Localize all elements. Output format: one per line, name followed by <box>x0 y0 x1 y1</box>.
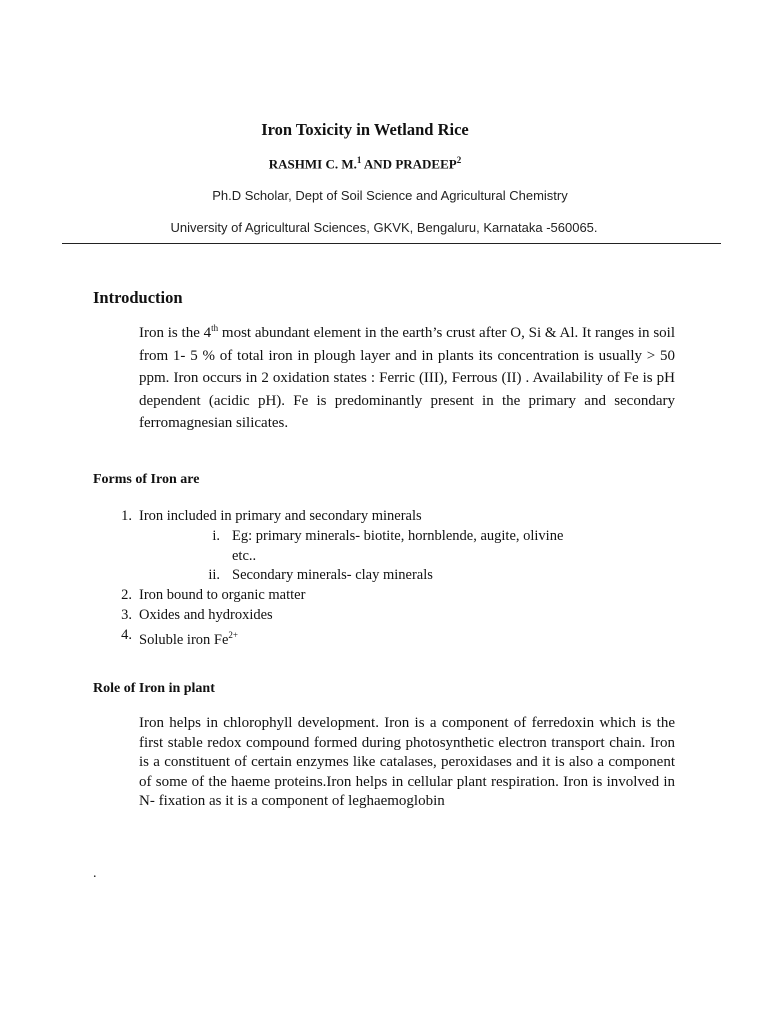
author-1: RASHMI C. M. <box>268 156 357 172</box>
forms-heading: Forms of Iron are <box>93 472 200 487</box>
introduction-heading: Introduction <box>93 288 183 307</box>
intro-text-start: Iron is the 4 <box>139 325 212 341</box>
header-divider <box>62 243 721 244</box>
affiliation-line-1: Ph.D Scholar, Dept of Soil Science and Agricultural Chemistry <box>212 188 568 203</box>
introduction-paragraph <box>139 322 675 435</box>
intro-text-rest: most abundant element in the earth’s crust after O, Si & Al. It ranges in soil from 1- 5 % of total iron in plough layer and in plants its concentration is usually > 50 ppm. Iron occurs in 2 oxidation states : Ferric (III), Ferrous (II) . Availability of Fe is pH dependent (acidic pH). Fe is predominantly present in the primary and secondary ferromagnesian silicates. <box>139 325 675 431</box>
author-1-affiliation-mark: 1 <box>356 155 362 165</box>
author-2: AND PRADEEP <box>361 156 457 172</box>
authors-line <box>0 155 730 172</box>
trailing-period: . <box>93 866 97 881</box>
role-heading: Role of Iron in plant <box>93 681 215 696</box>
intro-ordinal-suffix: th <box>211 323 219 333</box>
document-title: Iron Toxicity in Wetland Rice <box>261 120 469 139</box>
role-paragraph: Iron helps in chlorophyll development. Iron is a component of ferredoxin which is the first stable redox compound formed during photosynthetic electron transport chain. Iron is a constituent of certain enzymes like catalases, peroxidases and it is also a component of some of the haeme proteins.Iron helps in cellular plant respiration. Iron is involved in N- fixation as it is a component of leghaemoglobin <box>139 715 675 809</box>
ion-charge: 2+ <box>228 630 238 640</box>
document-page: Iron Toxicity in Wetland Rice RASHMI C. M.$^1$ AND PRADEEP$^2$ Ph.D Scholar, Dept of Soil Science and Agricultural Chemistry University of Agricultural Sciences, GKVK, Bengaluru, Karnataka -560065. Introduction Iron is the 4th most abundant element in the earth’s crust after O, Si & Al. It ranges in soil from 1- 5 % of total iron in plough layer and in plants its concentration is usually > 50 ppm. Iron occurs in 2 oxidation states : Ferric (III), Ferrous (II) . Availability of Fe is pH dependent (acidic pH). Fe is predominantly present in the primary and secondary ferromagnesian silicates. Forms of Iron are 1. Iron included in primary and secondary minerals i. Eg: primary minerals- biotite, hornblende, augite, olivine etc.. ii. Secondary minerals- clay minerals 2. Iron bound to organic matter 3. Oxides and hydroxides 4. Soluble iron $Fe^{2+}$ Role of Iron in plant Iron helps in chlorophyll development. Iron is a component of ferredoxin which is the first stable redox compound formed during photosynthetic electron transport chain. Iron is a constituent of certain enzymes like catalases, peroxidases and it is also a component of some of the haeme proteins.Iron helps in cellular plant respiration. Iron is involved in N- fixation as it is a component of leghaemoglobin . <box>0 0 768 1024</box>
affiliation-line-2: University of Agricultural Sciences, GKVK, Bengaluru, Karnataka -560065. <box>170 220 598 235</box>
author-2-affiliation-mark: 2 <box>456 155 462 165</box>
